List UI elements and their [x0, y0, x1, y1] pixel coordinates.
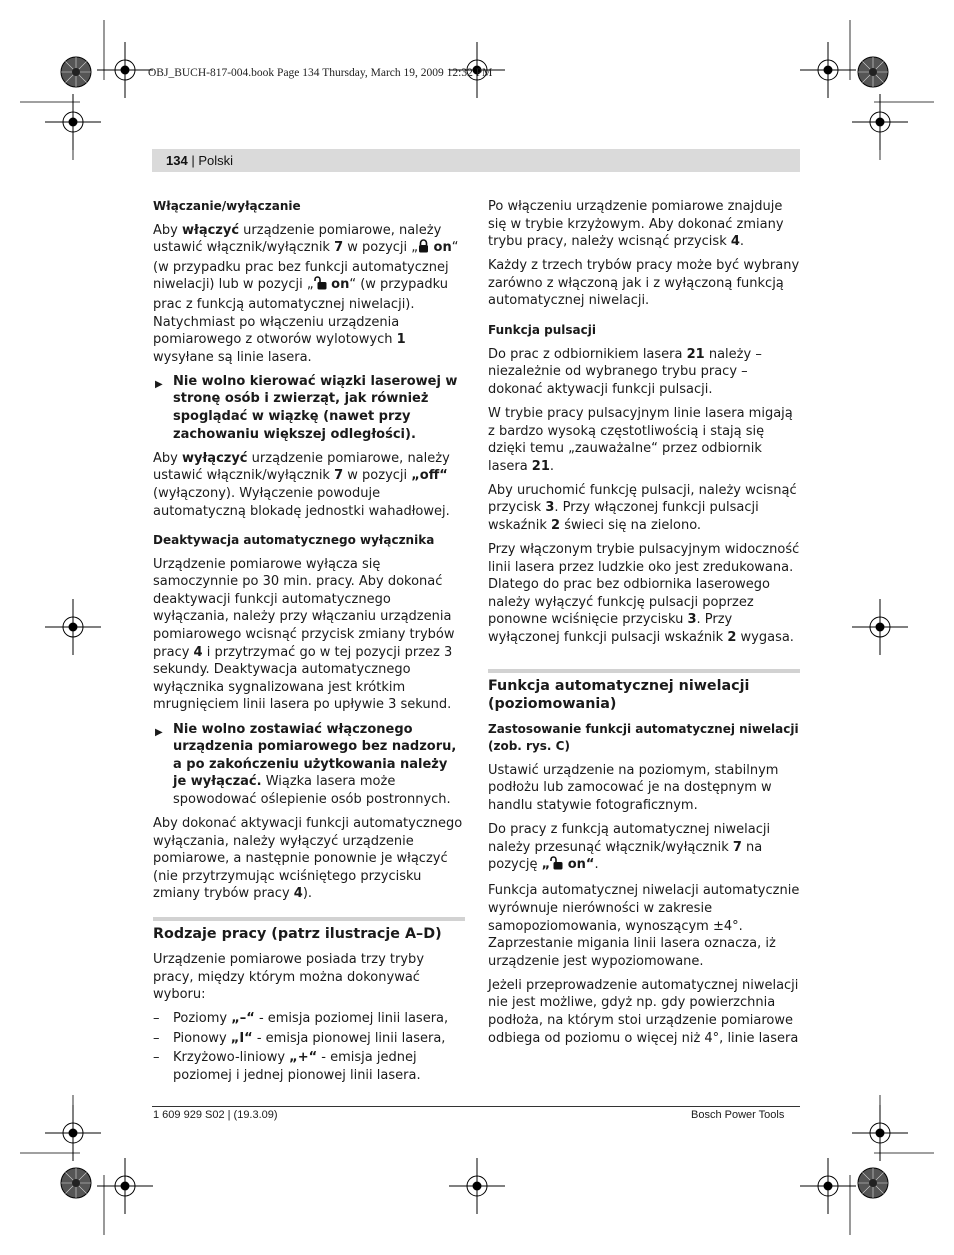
warning-text: Wiązka lasera może spowodować oślepienie osób postronnych.	[173, 774, 451, 807]
right-column	[488, 198, 800, 1054]
page-number: 134	[166, 153, 188, 168]
warning-arrow-icon: ▶	[155, 378, 163, 390]
paragraph-auto-fail: Jeżeli przeprowadzenie automatycznej niwelacji nie jest możliwe, gdyż np. gdy powierzchnia podłoża, na którym stoi urządzenie pomiarowe odbiega od poziomu o więcej niż 4°, linie lasera	[488, 977, 799, 1046]
warning-arrow-icon: ▶	[155, 726, 163, 738]
section-divider	[153, 917, 465, 921]
heading-deactivation: Deaktywacja automatycznego wyłącznika	[153, 533, 435, 548]
list-item	[153, 1030, 465, 1048]
heading-on-off: Włączanie/wyłączanie	[153, 199, 301, 213]
list-item-text: Krzyżowo-liniowy „+“ - emisja jednej poziomej i jednej pionowej linii lasera.	[173, 1050, 421, 1084]
heading-pulse: Funkcja pulsacji	[488, 323, 596, 338]
paragraph-cross-mode: Po włączeniu urządzenie pomiarowe znajduje się w trybie krzyżowym. Aby dokonać zmiany trybu pracy, należy wcisnąć przycisk 4.	[488, 199, 784, 250]
list-item	[153, 1010, 465, 1028]
section-divider	[488, 669, 800, 673]
paragraph-modes-intro: Urządzenie pomiarowe posiada trzy tryby pracy, między którym można dokonywać wyboru:	[153, 951, 425, 1003]
paragraph-switch-position: Do pracy z funkcją automatycznej niwelacji należy przesunąć włącznik/wyłącznik 7 na pozycję „ on“.	[488, 821, 800, 876]
heading-auto-leveling-use: Zastosowanie funkcji automatycznej niwelacji (zob. rys. C)	[488, 721, 799, 754]
modes-list	[153, 1010, 465, 1084]
paragraph-pulse-receiver: Do prac z odbiornikiem lasera 21 należy – niezależnie od wybranego trybu pracy – dokonać aktywacji funkcji pulsacji.	[488, 346, 762, 397]
warning-text: Nie wolno kierować wiązki laserowej w stronę osób i zwierząt, jak również spoglądać w wiązkę (nawet przy zachowaniu większej odległości).	[173, 373, 458, 442]
paragraph-activation: Aby dokonać aktywacji funkcji automatycznego wyłączania, należy wyłączyć urządzenie pomiarowe, a następnie ponownie je włączyć (nie przytrzymując wciśniętego przycisku zmiany trybów pracy 4).	[153, 816, 463, 902]
header-language: Polski	[198, 153, 233, 168]
list-item-text: Poziomy „–“ - emisja poziomej linii lasera,	[173, 1011, 449, 1027]
file-slug: OBJ_BUCH-817-004.book Page 134 Thursday, March 19, 2009 12:32 PM	[148, 67, 493, 79]
warning-bold-text: Nie wolno zostawiać włączonego urządzenia pomiarowego bez nadzoru, a po zakończeniu użytkowania należy je wyłączać.	[173, 721, 457, 790]
dash-bullet: –	[153, 1030, 160, 1046]
left-column	[153, 198, 465, 1087]
paragraph-pulse-blink: W trybie pracy pulsacyjnym linie lasera migają z bardzo wysoką częstotliwością i stają się dzięki temu „zauważalne“ przez odbiornik lasera 21.	[488, 405, 793, 474]
lock-open-icon	[314, 276, 327, 296]
paragraph-auto-range: Funkcja automatycznej niwelacji automatycznie wyrównuje nierówności w zakresie samopoziomowania, wynoszącym ±4°. Zaprzestanie migania linii lasera oznacza, iż urządzenie jest wypoziomowane.	[488, 883, 800, 969]
paragraph-deactivation: Urządzenie pomiarowe wyłącza się samoczynnie po 30 min. pracy. Aby dokonać deaktywacji funkcji automatycznego wyłączania, należy przy włączaniu urządzenia pomiarowego wcisnąć przycisk zmiany trybów pracy 4 i przytrzymać go w tej pozycji przez 3 sekundy. Deaktywacja automatycznego wyłącznika sygnalizowana jest krótkim mrugnięciem linii lasera po upływie 3 sekund.	[153, 556, 455, 713]
lock-closed-icon	[418, 239, 429, 259]
paragraph-pulse-visibility: Przy włączonym trybie pulsacyjnym widoczność linii lasera przez ludzkie oko jest zredukowana. Dlatego do prac bez odbiornika laserowego należy wyłączyć funkcję pulsacji poprzez ponowne wciśnięcie przycisku 3. Przy wyłączonej funkcji pulsacji wskaźnik 2 wygasa.	[488, 542, 800, 646]
dash-bullet: –	[153, 1011, 160, 1027]
warning-laser-eyes	[153, 373, 465, 443]
paragraph-modes-leveling: Każdy z trzech trybów pracy może być wybrany zarówno z włączoną jak i z wyłączoną funkcją automatycznej niwelacji.	[488, 258, 800, 309]
heading-auto-leveling: Funkcja automatycznej niwelacji (poziomowania)	[488, 677, 750, 712]
list-item-text: Pionowy „I“ - emisja pionowej linii lasera,	[173, 1030, 446, 1046]
paragraph-switch-off: Aby wyłączyć urządzenie pomiarowe, należy ustawić włącznik/wyłącznik 7 w pozycji „off“ (wyłączony). Wyłączenie powoduje automatyczną blokadę jednostki wahadłowej.	[153, 450, 450, 519]
footer-divider	[152, 1106, 800, 1107]
footer-brand: Bosch Power Tools	[691, 1109, 785, 1121]
page-header	[152, 149, 800, 172]
paragraph-setup: Ustawić urządzenie na poziomym, stabilnym podłożu lub zamocować je na dostępnym w handlu statywie fotograficznym.	[488, 762, 779, 814]
footer-doc-number: 1 609 929 S02 | (19.3.09)	[153, 1109, 278, 1121]
heading-modes: Rodzaje pracy (patrz ilustracje A–D)	[153, 925, 442, 942]
list-item	[153, 1049, 465, 1084]
page-number-label	[166, 153, 233, 168]
lock-open-icon	[550, 856, 563, 876]
paragraph-pulse-start: Aby uruchomić funkcję pulsacji, należy wcisnąć przycisk 3. Przy włączonej funkcji pulsacji wskaźnik 2 świeci się na zielono.	[488, 482, 797, 533]
dash-bullet: –	[153, 1050, 160, 1066]
header-separator: |	[187, 153, 199, 168]
paragraph-switch-on: Aby włączyć urządzenie pomiarowe, należy ustawić włącznik/wyłącznik 7 w pozycji „ on“ (w przypadku prac bez funkcji automatycznej niwelacji) lub w pozycji „ on“ (w przypadku prac z funkcją automatycznej niwelacji). Natychmiast po włączeniu urządzenia pomiarowego z otworów wylotowych 1 wysyłane są linie lasera.	[153, 222, 459, 365]
warning-unattended	[153, 721, 465, 809]
